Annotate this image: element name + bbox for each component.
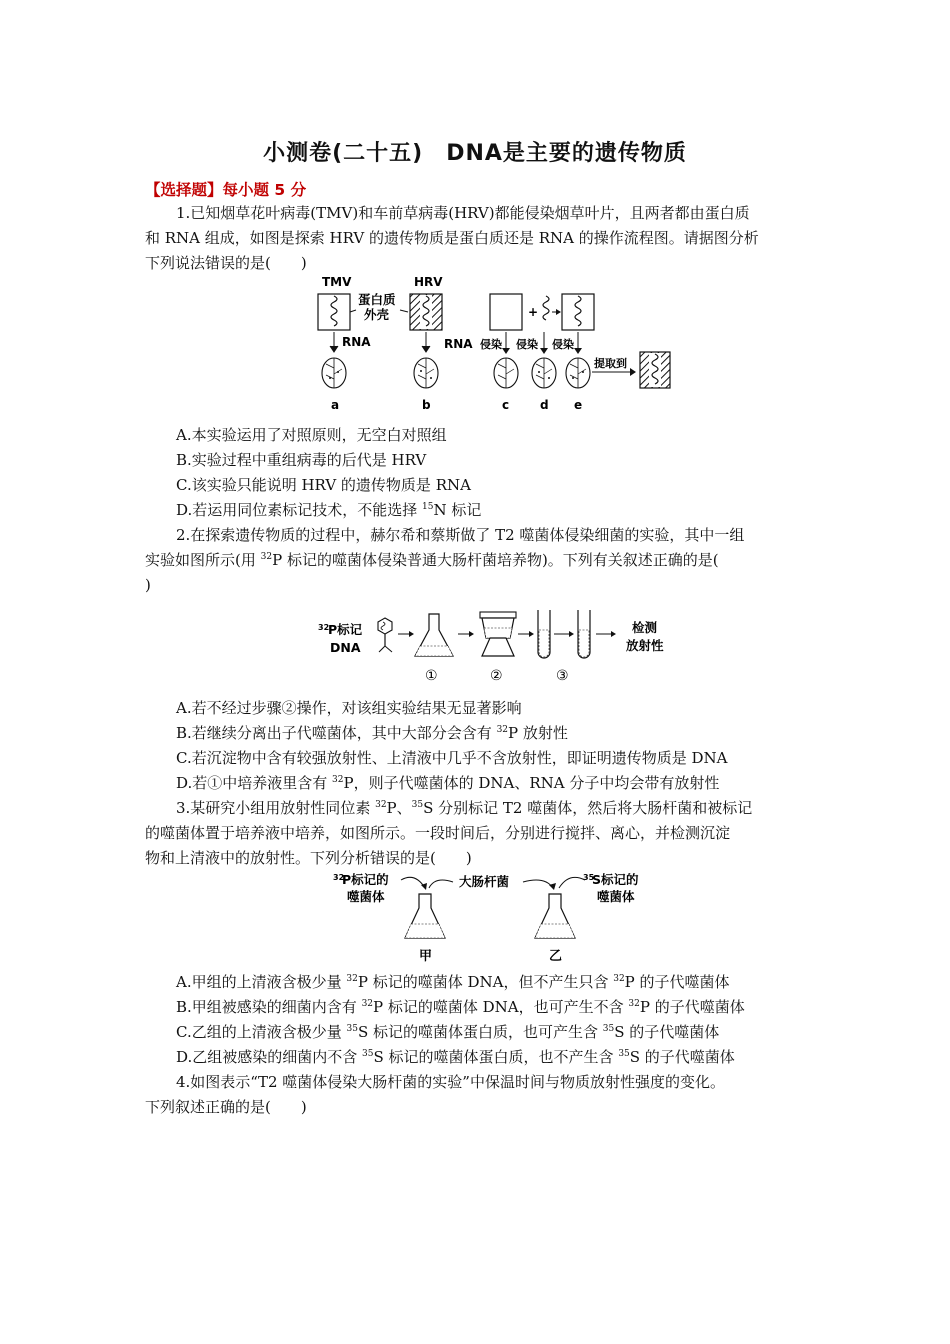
q1-option-c: C.该实验只能说明 HRV 的遗传物质是 RNA (176, 476, 471, 494)
hrv-label: HRV (414, 275, 443, 289)
step-label-3: ③ (556, 668, 569, 684)
q1-option-b: B.实验过程中重组病毒的后代是 HRV (176, 451, 427, 469)
free-rna-coil (543, 296, 549, 320)
q1-text-line2: 和 RNA 组成，如图是探索 HRV 的遗传物质是蛋白质还是 RNA 的操作流程图。请据图分析 (145, 229, 759, 247)
q2-figure-phage-experiment (310, 606, 680, 688)
step-label-2: ② (490, 668, 503, 684)
flask-step-1 (415, 614, 453, 656)
q3-option-a: A.甲组的上清液含极少量 $^{32}$P 标记的噬菌体 DNA，但不产生只含 $^{32}$P 的子代噬菌体 (176, 973, 730, 991)
svg-text:+: + (528, 305, 539, 319)
q1-figure-hrv-experiment (300, 272, 685, 418)
q3-text-line3: 物和上清液中的放射性。下列分析错误的是( ) (145, 849, 472, 867)
section-label: 【选择题】每小题 5 分 (145, 181, 307, 199)
q1-text-line1: 1.已知烟草花叶病毒(TMV)和车前草病毒(HRV)都能侵染烟草叶片，且两者都由蛋白质 (176, 204, 750, 222)
q2-option-d: D.若①中培养液里含有 $^{32}$P，则子代噬菌体的 DNA、RNA 分子中均会带有放射性 (176, 774, 720, 792)
leaf-b (414, 358, 438, 388)
q1-option-a: A.本实验运用了对照原则，无空白对照组 (176, 426, 447, 444)
recombinant-virus-shape (562, 294, 594, 330)
leaf-a (322, 358, 346, 388)
q2-text-line1: 2.在探索遗传物质的过程中，赫尔希和蔡斯做了 T2 噬菌体侵染细菌的实验，其中一组 (176, 526, 745, 544)
label-yi: 乙 (549, 949, 563, 964)
q2-option-c: C.若沉淀物中含有较强放射性、上清液中几乎不含放射性，即证明遗传物质是 DNA (176, 749, 728, 767)
q2-option-a: A.若不经过步骤②操作，对该组实验结果无显著影响 (176, 699, 522, 717)
q3-text-line1: 3.某研究小组用放射性同位素 $^{32}$P、$^{35}$S 分别标记 T2 噬菌体，然后将大肠杆菌和被标记 (176, 799, 753, 817)
label-jia: 甲 (419, 949, 433, 964)
left-label-1: P标记的 (342, 872, 389, 887)
right-label-1: S标记的 (592, 872, 639, 887)
p32-label-1: P标记 (328, 622, 363, 637)
tmv-label: TMV (322, 275, 352, 289)
leaf-e (566, 358, 590, 388)
tube-step-3b (578, 610, 590, 658)
q3-option-b: B.甲组被感染的细菌内含有 $^{32}$P 标记的噬菌体 DNA，也可产生不含 $^{32}$P 的子代噬菌体 (176, 998, 745, 1016)
leaf-d (532, 358, 556, 388)
q2-option-b: B.若继续分离出子代噬菌体，其中大部分会含有 $^{32}$P 放射性 (176, 724, 568, 742)
letter-d: d (540, 398, 549, 412)
extract-label: 提取到 (594, 357, 627, 370)
protein-shell-box (490, 294, 522, 330)
left-sup: 32 (333, 873, 345, 882)
step-label-1: ① (425, 668, 438, 684)
p32-label-2: DNA (330, 640, 361, 655)
q3-figure-labeling-setup (325, 868, 665, 966)
rna-label-b: RNA (444, 337, 473, 351)
blender-step-2 (480, 612, 516, 656)
page-title: 小测卷(二十五) DNA是主要的遗传物质 (263, 141, 687, 166)
q4-text-line1: 4.如图表示“T2 噬菌体侵染大肠杆菌的实验”中保温时间与物质放射性强度的变化。 (176, 1073, 725, 1091)
detect-label-1: 检测 (632, 620, 658, 635)
letter-c: c (502, 398, 510, 412)
letter-a: a (331, 398, 340, 412)
infect-label-c: 侵染 (480, 338, 502, 351)
q3-option-d: D.乙组被感染的细菌内不含 $^{35}$S 标记的噬菌体蛋白质，也不产生含 $^{35}$S 的子代噬菌体 (176, 1048, 735, 1066)
q2-text-line3: ) (145, 576, 151, 594)
left-label-2: 噬菌体 (347, 889, 385, 904)
center-label: 大肠杆菌 (459, 874, 510, 889)
q4-text-line2: 下列叙述正确的是( ) (145, 1098, 307, 1116)
flask-yi (535, 894, 575, 938)
infect-label-d: 侵染 (516, 338, 538, 351)
tmv-virus-shape (318, 294, 350, 330)
letter-b: b (422, 398, 431, 412)
detect-label-2: 放射性 (626, 638, 664, 653)
flask-jia (405, 894, 445, 938)
infect-label-e: 侵染 (552, 338, 574, 351)
right-sup: 35 (583, 873, 595, 882)
rna-label-a: RNA (342, 335, 371, 349)
protein-label-1: 蛋白质 (358, 292, 396, 307)
q3-option-c: C.乙组的上清液含极少量 $^{35}$S 标记的噬菌体蛋白质，也可产生含 $^{35}$S 的子代噬菌体 (176, 1023, 720, 1041)
phage-icon (378, 618, 392, 652)
right-label-2: 噬菌体 (597, 889, 635, 904)
leaf-c (494, 358, 518, 388)
q3-text-line2: 的噬菌体置于培养液中培养，如图所示。一段时间后，分别进行搅拌、离心，并检测沉淀 (145, 824, 731, 842)
q1-text-line3: 下列说法错误的是( ) (145, 254, 307, 272)
tube-step-3a (538, 610, 550, 658)
q1-option-d: D.若运用同位素标记技术，不能选择 $^{15}$N 标记 (176, 501, 482, 519)
protein-label-2: 外壳 (364, 307, 390, 322)
letter-e: e (574, 398, 583, 412)
q2-text-line2: 实验如图所示(用 $^{32}$P 标记的噬菌体侵染普通大肠杆菌培养物)。下列有关叙述正确的是( (145, 551, 719, 569)
p32-sup: 32 (318, 623, 330, 632)
